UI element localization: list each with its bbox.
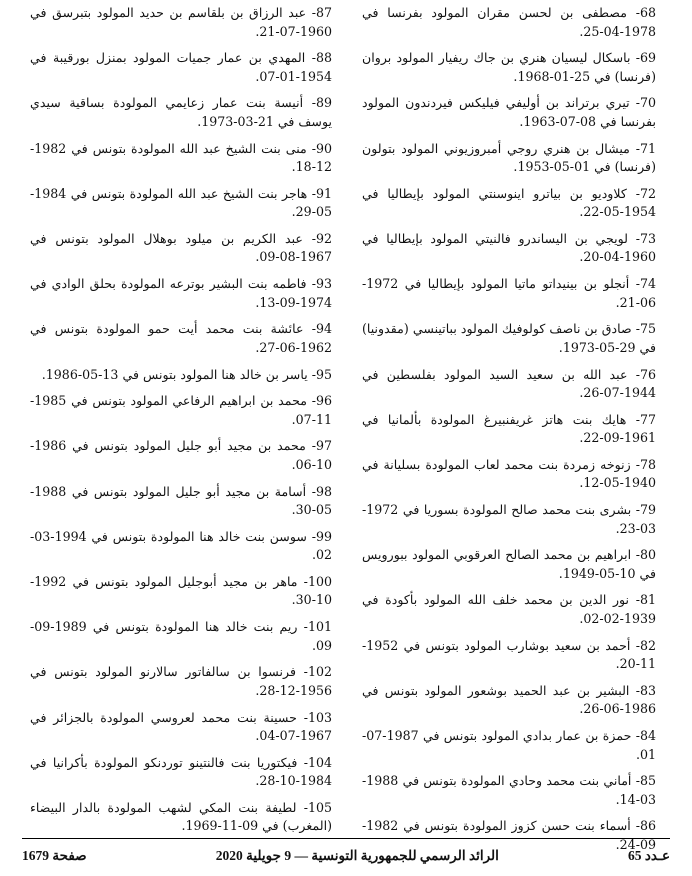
page-number: صفحة 1679 [22, 848, 87, 863]
naturalization-entry: 94- عائشة بنت محمد أيت حمو المولودة بتونس في 1962-06-27. [30, 321, 332, 355]
naturalization-entry: 81- نور الدين بن محمد خلف الله المولود بأكودة في 1939-02-02. [362, 592, 656, 626]
naturalization-entry: 103- حسينة بنت محمد لعروسي المولودة بالجزائر في 1967-07-04. [30, 709, 332, 743]
naturalization-entry: 89- أنيسة بنت عمار زعايمي المولودة بساقية سيدي يوسف في 21-03-1973. [30, 95, 332, 129]
naturalization-entry: 100- ماهر بن مجيد أبوجليل المولود بتونس في 1992-10-30. [30, 573, 332, 608]
naturalization-entry: 69- باسكال ليسيان هنري بن جاك ريفيار المولود بروان (فرنسا) في 25-01-1968. [362, 50, 656, 84]
naturalization-entry: 74- أنجلو بن بينيداتو ماتيا المولود بإيطاليا في 1972-06-21. [362, 276, 656, 310]
naturalization-entry: 101- ريم بنت خالد هنا المولودة بتونس في 1989-09-09. [30, 619, 332, 653]
naturalization-entry: 85- أماني بنت محمد وحادي المولودة بتونس في 1988-03-14. [362, 773, 656, 807]
right-column [362, 4, 656, 863]
naturalization-entry: 71- ميشال بن هنري روجي أمبروزيوني المولود بتولون (فرنسا) في 01-05-1953. [362, 140, 656, 175]
naturalization-entry: 104- فيكتوريا بنت فالنتينو توردنكو المولودة بأكرانيا في 1984-10-28. [30, 754, 332, 789]
naturalization-entry: 87- عبد الرزاق بن بلقاسم بن حديد المولود بتبرسق في 1960-07-21. [30, 5, 332, 39]
naturalization-entry: 91- هاجر بنت الشيخ عبد الله المولودة بتونس في 1984-05-29. [30, 185, 332, 220]
naturalization-entry: 96- محمد بن ابراهيم الرفاعي المولود بتونس في 1985-11-07. [30, 393, 332, 427]
naturalization-entry: 78- زنوخه زمردة بنت محمد لعاب المولودة بسليانة في 1940-05-12. [362, 456, 656, 491]
naturalization-entry: 95- ياسر بن خالد هنا المولود بتونس في 13-05-1986. [41, 366, 332, 382]
naturalization-entry: 83- البشير بن عبد الحميد بوشعور المولود بتونس في 1986-06-26. [362, 682, 656, 717]
naturalization-entry: 72- كلاوديو بن بياترو اينوسنتي المولود بإيطاليا في 1954-05-22. [362, 185, 656, 220]
naturalization-entry: 93- فاطمه بنت البشير بوترعه المولودة بحلق الوادي في 1974-09-13. [30, 276, 332, 310]
naturalization-entry: 92- عبد الكريم بن ميلود بوهلال المولود بتونس في 1967-08-09. [30, 230, 332, 265]
naturalization-entry: 77- هايك بنت هاتز غريفنبيرغ المولودة بألمانيا في 1961-09-22. [362, 411, 656, 446]
naturalization-entry: 99- سوسن بنت خالد هنا المولودة بتونس في 1994-03-02. [30, 528, 332, 563]
naturalization-entry: 90- منى بنت الشيخ عبد الله المولودة بتونس في 1982-12-18. [30, 140, 332, 175]
naturalization-entry: 82- أحمد بن سعيد بوشارب المولود بتونس في 1952-11-20. [362, 637, 656, 672]
left-column [30, 4, 332, 844]
issue-number: عـدد 65 [628, 848, 670, 863]
naturalization-entry: 84- حمزة بن عمار بدادي المولود بتونس في 1987-07-01. [362, 728, 656, 762]
naturalization-entry: 70- تيري برتراند بن أوليفي فيليكس فيردندون المولود بفرنسا في 08-07-1963. [362, 95, 656, 129]
naturalization-entry: 76- عبد الله بن سعيد السيد المولود بفلسطين في 1944-07-26. [362, 366, 656, 400]
naturalization-entry: 80- ابراهيم بن محمد الصالح العرقوبي المولود ببورويس في 10-05-1949. [362, 547, 656, 581]
naturalization-entry: 98- أسامة بن مجيد أبو جليل المولود بتونس في 1988-05-30. [30, 483, 332, 518]
naturalization-entry: 86- أسماء بنت حسن كزوز المولودة بتونس في 1982-09-24. [362, 818, 656, 852]
naturalization-entry: 73- لويجي بن اليساندرو فالنيتي المولود بإيطاليا في 1960-04-20. [362, 230, 656, 265]
naturalization-entry: 75- صادق بن ناصف كولوفيك المولود بباتينسي (مقدونيا) في 29-05-1973. [362, 321, 656, 355]
naturalization-entry: 88- المهدي بن عمار جميات المولود بمنزل بورقيبة في 1954-01-07. [30, 50, 332, 84]
naturalization-entry: 79- بشرى بنت محمد صالح المولودة بسوريا في 1972-03-23. [362, 502, 656, 536]
gazette-title-date: الرائد الرسمي للجمهورية التونسية — 9 جويلية 2020 [215, 848, 499, 863]
page-footer [22, 846, 670, 866]
naturalization-entry: 97- محمد بن مجيد أبو جليل المولود بتونس في 1986-10-06. [30, 438, 332, 472]
naturalization-entry: 102- فرنسوا بن سالفاتور سالارنو المولود بتونس في 1956-12-28. [30, 664, 332, 698]
naturalization-entry: 105- لطيفة بنت المكي لشهب المولودة بالدار البيضاء (المغرب) في 09-11-1969. [30, 799, 332, 834]
footer-divider [22, 838, 670, 839]
naturalization-entry: 68- مصطفى بن لحسن مقران المولود بفرنسا في 1978-04-25. [362, 5, 656, 39]
